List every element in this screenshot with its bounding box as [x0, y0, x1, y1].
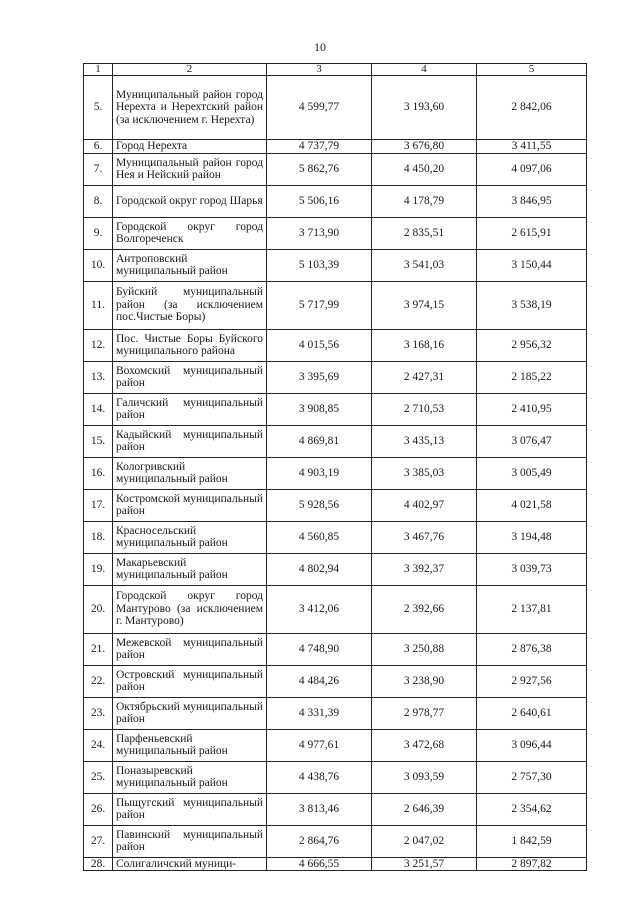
- row-number: 23.: [84, 697, 113, 729]
- municipality-name: Галичский муниципальный район: [113, 393, 267, 425]
- row-number: 6.: [84, 140, 113, 154]
- row-number: 10.: [84, 249, 113, 281]
- row-number: 22.: [84, 665, 113, 697]
- value-column-5: 2 842,06: [477, 76, 587, 140]
- value-column-4: 4 402,97: [372, 489, 477, 521]
- table-row: [84, 857, 587, 871]
- table-row: [84, 729, 587, 761]
- value-column-4: 3 251,57: [372, 857, 477, 871]
- table-row: [84, 393, 587, 425]
- value-column-5: 3 005,49: [477, 457, 587, 489]
- column-header-5: 5: [477, 64, 587, 76]
- municipality-name: Парфеньевский муниципальный район: [113, 729, 267, 761]
- value-column-3: 5 506,16: [267, 185, 372, 217]
- row-number: 7.: [84, 153, 113, 185]
- value-column-3: 5 717,99: [267, 281, 372, 329]
- value-column-4: 2 835,51: [372, 217, 477, 249]
- municipality-name: Солигаличский муници-: [113, 857, 267, 871]
- municipality-name: Муниципальный район город Нерехта и Нерехтский район (за исключением г. Нерехта): [113, 76, 267, 140]
- table-row: [84, 140, 587, 154]
- value-column-4: 3 472,68: [372, 729, 477, 761]
- table-row: [84, 521, 587, 553]
- table-row: [84, 249, 587, 281]
- value-column-4: 3 541,03: [372, 249, 477, 281]
- value-column-4: 3 238,90: [372, 665, 477, 697]
- municipality-name: Буйский муниципальный район (за исключением пос.Чистые Боры): [113, 281, 267, 329]
- value-column-3: 4 748,90: [267, 633, 372, 665]
- row-number: 15.: [84, 425, 113, 457]
- value-column-5: 2 137,81: [477, 585, 587, 633]
- value-column-4: 2 392,66: [372, 585, 477, 633]
- value-column-3: 4 560,85: [267, 521, 372, 553]
- value-column-5: 3 538,19: [477, 281, 587, 329]
- value-column-5: 2 876,38: [477, 633, 587, 665]
- municipality-name: Кологривский муниципальный район: [113, 457, 267, 489]
- row-number: 11.: [84, 281, 113, 329]
- value-column-3: 4 802,94: [267, 553, 372, 585]
- value-column-3: 4 015,56: [267, 329, 372, 361]
- value-column-4: 2 710,53: [372, 393, 477, 425]
- value-column-5: 3 039,73: [477, 553, 587, 585]
- value-column-5: 2 640,61: [477, 697, 587, 729]
- table-row: [84, 217, 587, 249]
- municipality-name: Островский муниципальный район: [113, 665, 267, 697]
- table-row: [84, 697, 587, 729]
- value-column-5: 2 927,56: [477, 665, 587, 697]
- municipality-name: Городской округ город Шарья: [113, 185, 267, 217]
- table-row: [84, 281, 587, 329]
- page-number: 10: [314, 40, 326, 54]
- row-number: 20.: [84, 585, 113, 633]
- value-column-5: 2 615,91: [477, 217, 587, 249]
- row-number: 19.: [84, 553, 113, 585]
- table-row: [84, 793, 587, 825]
- value-column-5: 2 956,32: [477, 329, 587, 361]
- value-column-4: 4 450,20: [372, 153, 477, 185]
- municipality-name: Антроповский муниципальный район: [113, 249, 267, 281]
- value-column-3: 4 331,39: [267, 697, 372, 729]
- value-column-5: 2 897,82: [477, 857, 587, 871]
- value-column-5: 4 097,06: [477, 153, 587, 185]
- table-row: [84, 665, 587, 697]
- table-header-row: [84, 64, 587, 76]
- value-column-4: 3 168,16: [372, 329, 477, 361]
- value-column-3: 2 864,76: [267, 825, 372, 857]
- municipality-name: Поназыревский муниципальный район: [113, 761, 267, 793]
- value-column-3: 3 908,85: [267, 393, 372, 425]
- municipality-name: Октябрьский муниципальный район: [113, 697, 267, 729]
- value-column-3: 3 395,69: [267, 361, 372, 393]
- column-header-1: 1: [84, 64, 113, 76]
- value-column-5: 3 411,55: [477, 140, 587, 154]
- row-number: 9.: [84, 217, 113, 249]
- municipality-name: Городской округ город Волгореченск: [113, 217, 267, 249]
- table-row: [84, 457, 587, 489]
- value-column-3: 4 666,55: [267, 857, 372, 871]
- row-number: 8.: [84, 185, 113, 217]
- municipality-name: Макарьевский муниципальный район: [113, 553, 267, 585]
- table-row: [84, 329, 587, 361]
- row-number: 12.: [84, 329, 113, 361]
- value-column-4: 3 193,60: [372, 76, 477, 140]
- value-column-5: 3 846,95: [477, 185, 587, 217]
- municipality-name: Пос. Чистые Боры Буйского муниципального района: [113, 329, 267, 361]
- value-column-3: 3 713,90: [267, 217, 372, 249]
- table-row: [84, 361, 587, 393]
- value-column-4: 3 435,13: [372, 425, 477, 457]
- value-column-5: 3 096,44: [477, 729, 587, 761]
- value-column-3: 4 484,26: [267, 665, 372, 697]
- municipality-name: Межевской муниципальный район: [113, 633, 267, 665]
- municipality-name: Кадыйский муниципальный район: [113, 425, 267, 457]
- value-column-4: 2 646,39: [372, 793, 477, 825]
- row-number: 14.: [84, 393, 113, 425]
- municipality-name: Пыщугский муниципальный район: [113, 793, 267, 825]
- value-column-4: 3 676,80: [372, 140, 477, 154]
- municipality-name: Красносельский муниципальный район: [113, 521, 267, 553]
- row-number: 21.: [84, 633, 113, 665]
- value-column-4: 2 047,02: [372, 825, 477, 857]
- row-number: 13.: [84, 361, 113, 393]
- value-column-4: 3 093,59: [372, 761, 477, 793]
- row-number: 25.: [84, 761, 113, 793]
- value-column-3: 4 869,81: [267, 425, 372, 457]
- value-column-5: 2 410,95: [477, 393, 587, 425]
- value-column-4: 4 178,79: [372, 185, 477, 217]
- municipality-name: Муниципальный район город Нея и Нейский район: [113, 153, 267, 185]
- value-column-3: 4 977,61: [267, 729, 372, 761]
- row-number: 5.: [84, 76, 113, 140]
- value-column-5: 1 842,59: [477, 825, 587, 857]
- value-column-4: 3 385,03: [372, 457, 477, 489]
- data-table: [83, 63, 587, 871]
- table-row: [84, 76, 587, 140]
- column-header-4: 4: [372, 64, 477, 76]
- table-row: [84, 633, 587, 665]
- table-row: [84, 185, 587, 217]
- value-column-5: 2 354,62: [477, 793, 587, 825]
- value-column-4: 3 974,15: [372, 281, 477, 329]
- row-number: 26.: [84, 793, 113, 825]
- value-column-4: 2 427,31: [372, 361, 477, 393]
- municipality-name: Город Нерехта: [113, 140, 267, 154]
- value-column-3: 5 928,56: [267, 489, 372, 521]
- row-number: 18.: [84, 521, 113, 553]
- municipality-name: Вохомский муниципальный район: [113, 361, 267, 393]
- table-row: [84, 153, 587, 185]
- value-column-3: 4 599,77: [267, 76, 372, 140]
- municipality-name: Городской округ город Мантурово (за исключением г. Мантурово): [113, 585, 267, 633]
- value-column-4: 2 978,77: [372, 697, 477, 729]
- value-column-3: 4 438,76: [267, 761, 372, 793]
- table-row: [84, 553, 587, 585]
- row-number: 24.: [84, 729, 113, 761]
- value-column-4: 3 467,76: [372, 521, 477, 553]
- table-row: [84, 489, 587, 521]
- row-number: 17.: [84, 489, 113, 521]
- value-column-5: 3 150,44: [477, 249, 587, 281]
- municipality-name: Павинский муниципальный район: [113, 825, 267, 857]
- row-number: 28.: [84, 857, 113, 871]
- value-column-5: 3 076,47: [477, 425, 587, 457]
- value-column-3: 4 737,79: [267, 140, 372, 154]
- value-column-5: 4 021,58: [477, 489, 587, 521]
- table-row: [84, 425, 587, 457]
- value-column-5: 3 194,48: [477, 521, 587, 553]
- value-column-3: 3 813,46: [267, 793, 372, 825]
- value-column-5: 2 185,22: [477, 361, 587, 393]
- municipality-name: Костромской муниципальный район: [113, 489, 267, 521]
- value-column-3: 4 903,19: [267, 457, 372, 489]
- value-column-3: 5 103,39: [267, 249, 372, 281]
- value-column-4: 3 392,37: [372, 553, 477, 585]
- value-column-4: 3 250,88: [372, 633, 477, 665]
- value-column-3: 3 412,06: [267, 585, 372, 633]
- table-row: [84, 761, 587, 793]
- row-number: 16.: [84, 457, 113, 489]
- table-row: [84, 825, 587, 857]
- row-number: 27.: [84, 825, 113, 857]
- value-column-3: 5 862,76: [267, 153, 372, 185]
- table-row: [84, 585, 587, 633]
- value-column-5: 2 757,30: [477, 761, 587, 793]
- column-header-2: 2: [113, 64, 267, 76]
- column-header-3: 3: [267, 64, 372, 76]
